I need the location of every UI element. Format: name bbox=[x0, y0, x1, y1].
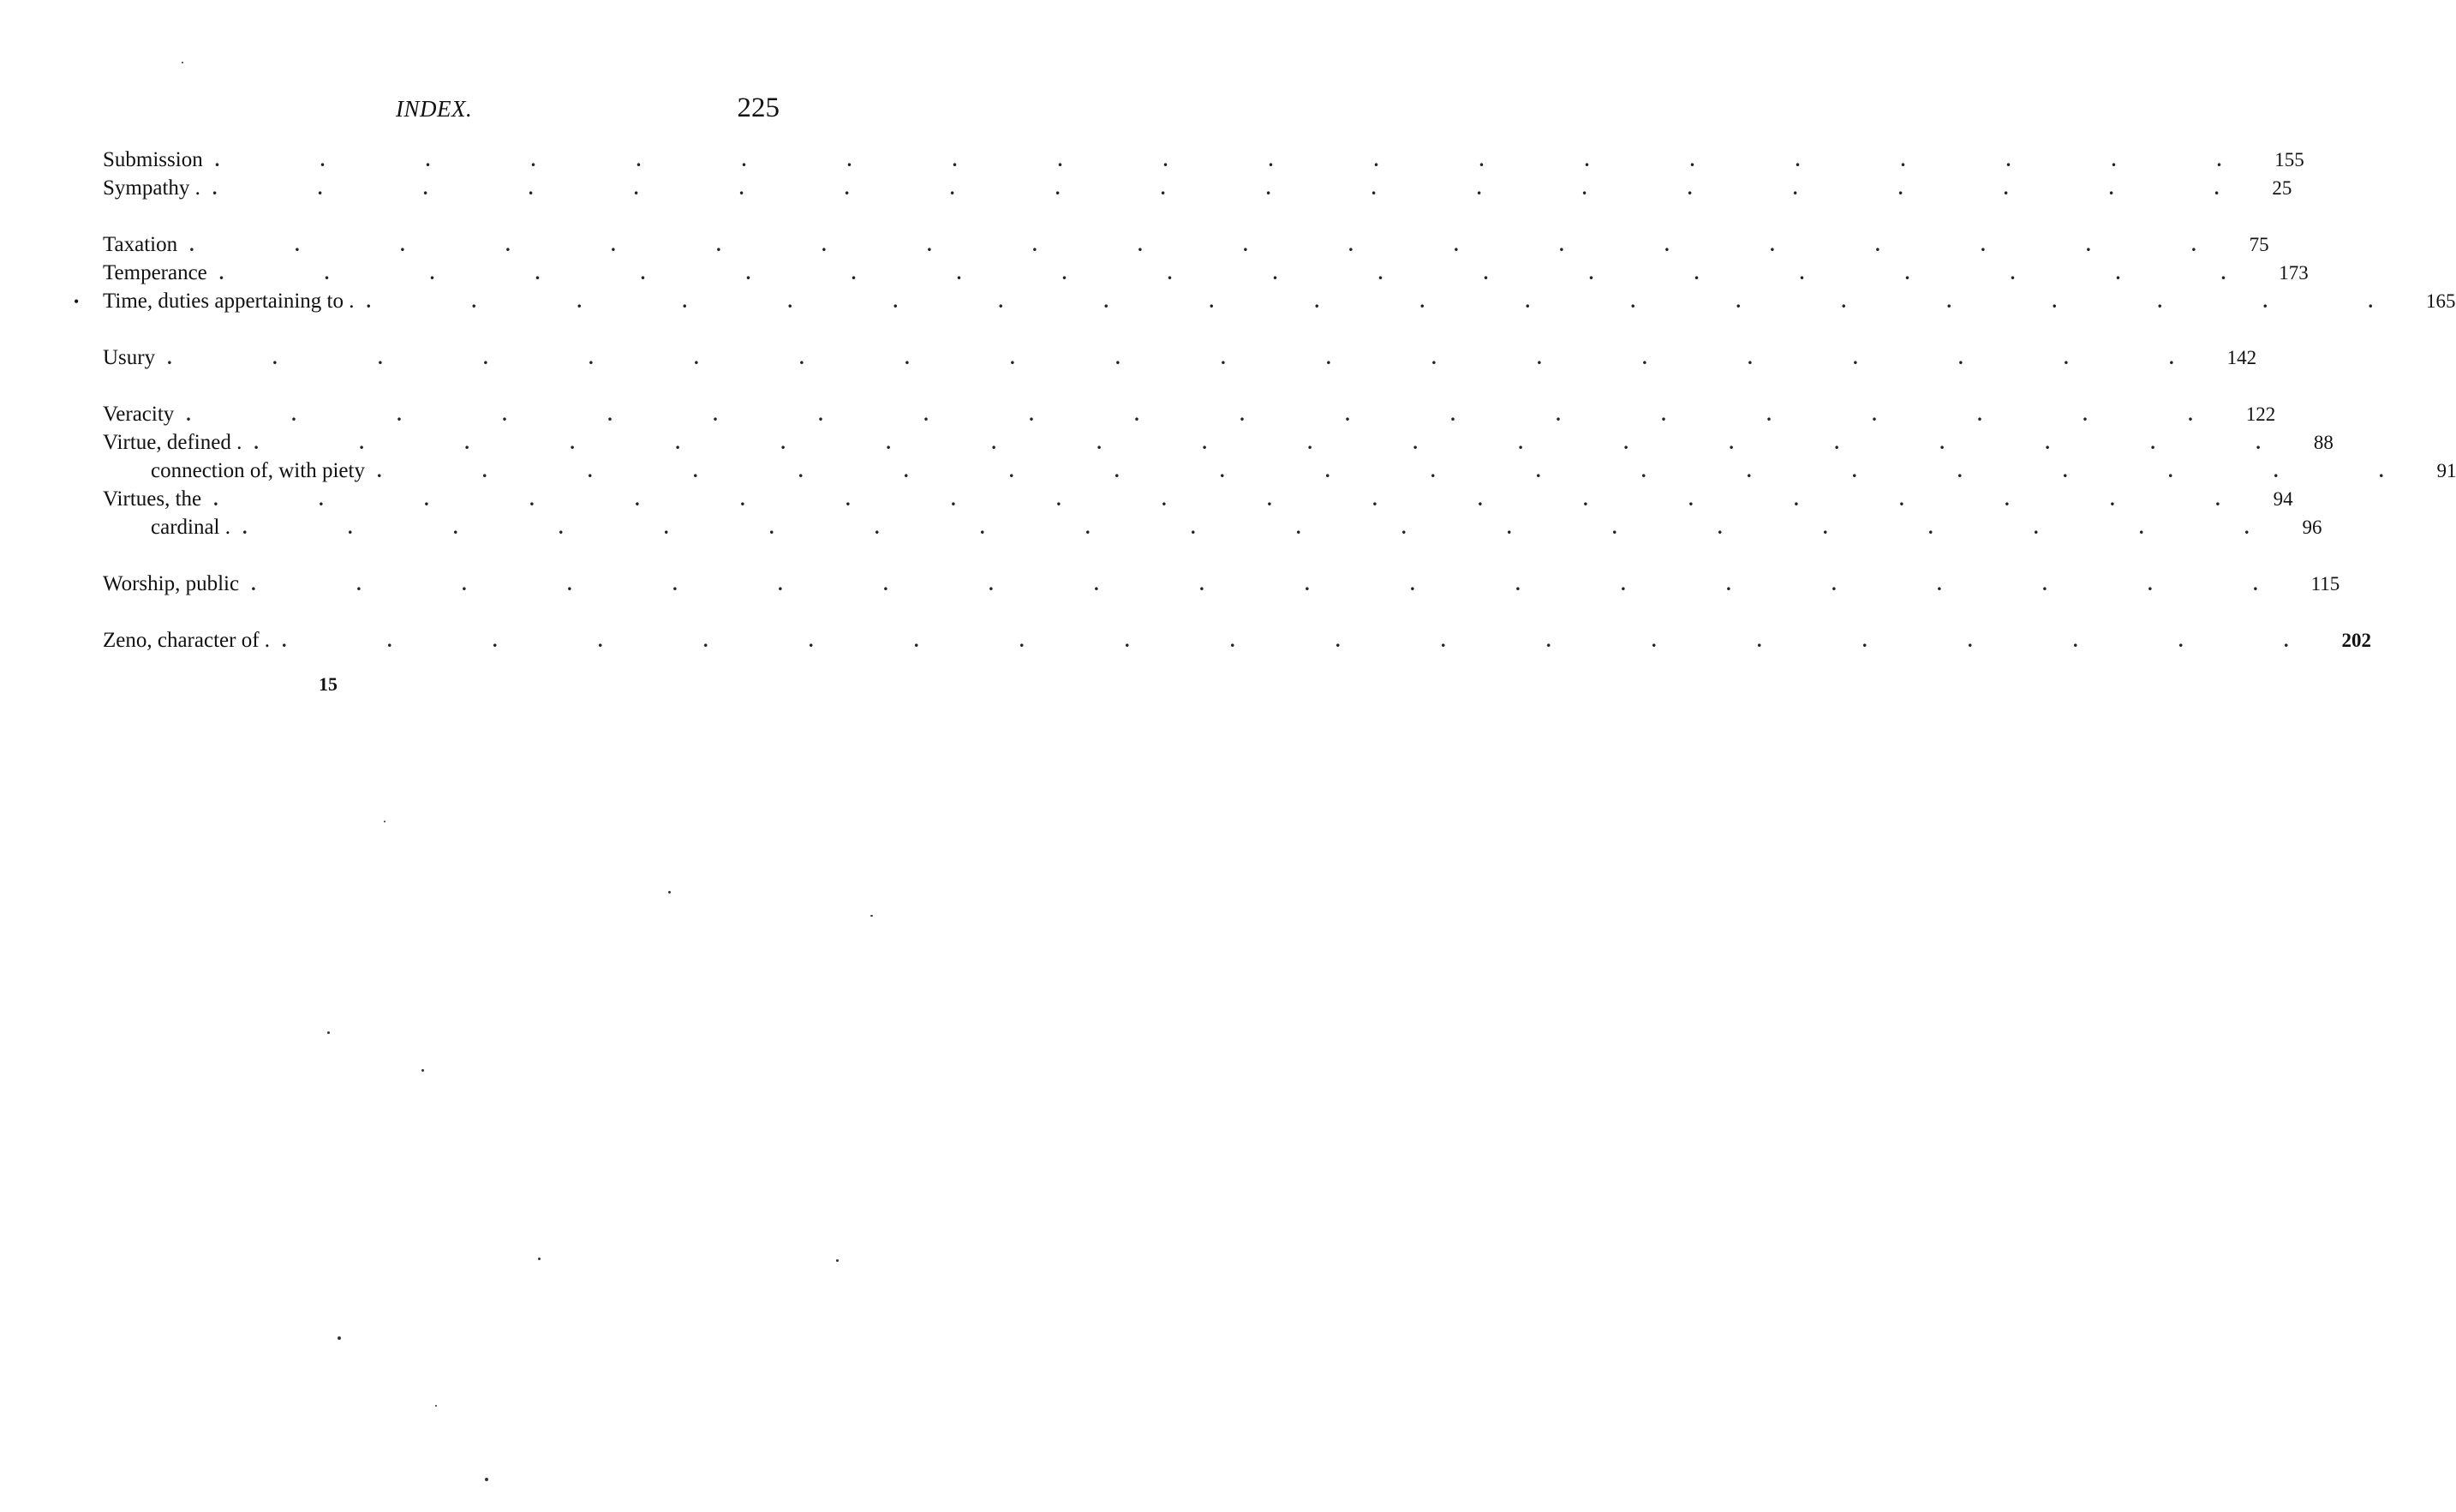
page-number: 225 bbox=[737, 93, 780, 123]
scan-speck bbox=[668, 891, 671, 893]
dot-leader: . . . . . . . . . . . . . . . . . . . . bbox=[376, 460, 2432, 481]
entry-page: 88 bbox=[2313, 432, 2333, 453]
entry-page: 122 bbox=[2245, 403, 2276, 425]
entry-term: Submission bbox=[103, 148, 203, 171]
scan-speck bbox=[327, 1031, 330, 1034]
entry-term: connection of, with piety bbox=[151, 459, 365, 482]
entry-page: 94 bbox=[2273, 488, 2293, 510]
dot-leader: . . . . . . . . . . . . . . . . . . . . bbox=[189, 234, 2244, 255]
index-entry bbox=[103, 344, 2257, 372]
margin-mark: • bbox=[74, 293, 80, 310]
dot-leader: . . . . . . . . . . . . . . . . . . . . bbox=[186, 403, 2241, 425]
scan-speck bbox=[435, 1405, 437, 1407]
index-entry bbox=[103, 485, 2293, 513]
dot-leader: . . . . . . . . . . . . . . . . . . . . bbox=[167, 347, 2222, 368]
entry-term: Veracity bbox=[103, 403, 175, 426]
index-entry bbox=[103, 287, 2456, 315]
entry-page: 155 bbox=[2274, 149, 2304, 170]
dot-leader: . . . . . . . . . . . . . . . . . . . . bbox=[366, 290, 2421, 312]
entry-page: 75 bbox=[2249, 234, 2269, 255]
entry-page: 115 bbox=[2310, 573, 2340, 595]
index-entry bbox=[103, 400, 2276, 428]
index-subentry bbox=[103, 457, 2456, 485]
entry-term: Taxation bbox=[103, 233, 178, 256]
entry-page: 202 bbox=[2341, 630, 2372, 651]
dot-leader: . . . . . . . . . . . . . . . . . . . . bbox=[213, 488, 2268, 510]
entry-page: 25 bbox=[2272, 177, 2292, 199]
index-list bbox=[103, 146, 2456, 654]
index-entry bbox=[103, 174, 2292, 202]
scan-speck bbox=[338, 1336, 341, 1340]
entry-page: 173 bbox=[2279, 262, 2309, 284]
index-entry bbox=[103, 570, 2340, 598]
dot-leader: . . . . . . . . . . . . . . . . . . . . bbox=[251, 573, 2306, 595]
scan-speck bbox=[836, 1259, 839, 1262]
entry-term: Temperance bbox=[103, 261, 207, 284]
scan-speck bbox=[538, 1258, 541, 1260]
entry-term: Time, duties appertaining to . bbox=[103, 290, 355, 313]
entry-term: Usury bbox=[103, 346, 156, 369]
index-entry bbox=[103, 259, 2309, 287]
entry-term: cardinal . bbox=[151, 516, 231, 539]
dot-leader: . . . . . . . . . . . . . . . . . . . . bbox=[218, 262, 2274, 284]
scan-speck bbox=[421, 1069, 424, 1072]
scan-speck bbox=[182, 62, 183, 63]
index-entry bbox=[103, 146, 2304, 174]
scan-speck bbox=[384, 821, 385, 822]
entry-page: 142 bbox=[2226, 347, 2257, 368]
signature-mark: 15 bbox=[319, 673, 338, 695]
index-entry bbox=[103, 626, 2372, 654]
entry-term: Worship, public bbox=[103, 572, 240, 595]
dot-leader: . . . . . . . . . . . . . . . . . . . . bbox=[212, 177, 2268, 199]
entry-term: Zeno, character of . bbox=[103, 629, 271, 652]
dot-leader: . . . . . . . . . . . . . . . . . . . . bbox=[242, 517, 2298, 538]
scan-speck bbox=[485, 1478, 488, 1481]
entry-page: 96 bbox=[2302, 517, 2322, 538]
entry-term: Virtues, the bbox=[103, 487, 202, 511]
index-subentry bbox=[103, 513, 2322, 541]
dot-leader: . . . . . . . . . . . . . . . . . . . . bbox=[282, 630, 2337, 651]
entry-term: Sympathy . bbox=[103, 176, 200, 200]
running-title: INDEX. bbox=[396, 96, 473, 122]
entry-page: 165 bbox=[2426, 290, 2456, 312]
entry-term: Virtue, defined . bbox=[103, 431, 242, 454]
index-entry bbox=[103, 428, 2333, 457]
dot-leader: . . . . . . . . . . . . . . . . . . . . bbox=[254, 432, 2309, 453]
dot-leader: . . . . . . . . . . . . . . . . . . . . bbox=[214, 149, 2270, 170]
index-entry bbox=[103, 230, 2269, 259]
scan-speck bbox=[870, 915, 873, 917]
entry-page: 91 bbox=[2436, 460, 2456, 481]
